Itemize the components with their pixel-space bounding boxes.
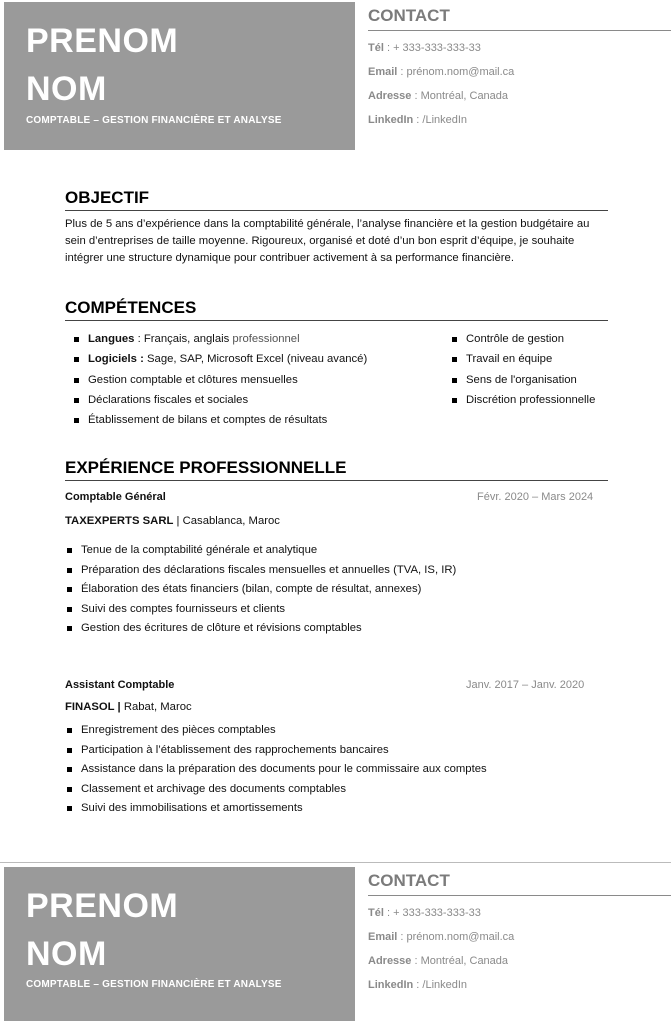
job-company [65,515,600,527]
address-label: Adresse [368,90,412,102]
software-label: Logiciels : [88,353,144,366]
list-item: Élaboration des états financiers (bilan, compte de résultat, annexes) [65,580,600,600]
list-item: Classement et archivage des documents comptables [65,780,600,800]
contact-block [368,6,671,127]
list-item: Suivi des immobilisations et amortissements [65,799,600,819]
first-name: PRENOM [26,887,179,925]
list-item: Tenue de la comptabilité générale et analytique [65,541,600,561]
task-list [65,541,600,639]
job-entry [65,679,600,819]
objective-heading: OBJECTIF [65,188,608,211]
contact-email [368,931,671,944]
list-item: Suivi des comptes fournisseurs et clients [65,600,600,620]
contact-phone [368,907,671,920]
software-value: Sage, SAP, Microsoft Excel (niveau avancé) [143,353,368,366]
phone-label: Tél [368,907,384,919]
list-item: Établissement de bilans et comptes de résultats [65,410,367,430]
contact-linkedin [368,114,671,127]
job-dates: Févr. 2020 – Mars 2024 [477,491,594,503]
email-value: : prénom.nom@mail.ca [397,66,515,78]
languages-label: Langues [88,333,135,345]
task-list [65,721,600,819]
resume-header [0,0,671,150]
last-name: NOM [26,935,107,973]
skills-column-left [65,329,367,430]
phone-label: Tél [368,42,384,54]
resume-header-next-page [0,862,671,1025]
contact-phone [368,42,671,55]
job-title: Comptable Général [65,491,166,503]
contact-address [368,90,671,103]
list-item [65,349,367,369]
skills-column-right [443,329,595,410]
objective-section [65,188,608,267]
list-item: Assistance dans la préparation des documents pour le commissaire aux comptes [65,760,600,780]
job-dates: Janv. 2017 – Janv. 2020 [466,679,585,691]
contact-email [368,66,671,79]
list-item: Contrôle de gestion [443,329,595,349]
name-box [4,2,355,150]
address-value: : Montréal, Canada [411,90,509,102]
job-company [65,701,600,713]
list-item: Déclarations fiscales et sociales [65,390,367,410]
objective-text: Plus de 5 ans d’expérience dans la comptabilité générale, l’analyse financière et la gestion budgétaire au sein d’entreprises de taille moyenne. Rigoureux, organisé et doté d’un bon esprit d’équipe, je souhaite intégrer une structure dynamique pour contribuer activement à sa performance financière. [65,218,590,264]
contact-address [368,955,671,968]
name-box [4,867,355,1021]
contact-block [368,871,671,992]
list-item: Préparation des déclarations fiscales mensuelles et annuelles (TVA, IS, IR) [65,561,600,581]
job-entry [65,491,600,639]
list-item [65,329,367,349]
experience-section [65,458,608,481]
job-subtitle: COMPTABLE – GESTION FINANCIÈRE ET ANALYSE [26,115,282,126]
company-name: FINASOL | [65,701,121,713]
contact-title: CONTACT [368,6,671,31]
languages-value: : Français, anglais [134,333,233,345]
email-label: Email [368,66,398,78]
linkedin-value: : /LinkedIn [413,114,468,126]
contact-title: CONTACT [368,871,671,896]
list-item: Discrétion professionnelle [443,390,595,410]
languages-level: professionnel [232,333,300,345]
first-name: PRENOM [26,22,179,60]
contact-linkedin [368,979,671,992]
linkedin-label: LinkedIn [368,114,414,126]
list-item: Gestion des écritures de clôture et révisions comptables [65,619,600,639]
linkedin-label: LinkedIn [368,979,414,991]
last-name: NOM [26,70,107,108]
job-title: Assistant Comptable [65,679,175,691]
list-item: Enregistrement des pièces comptables [65,721,600,741]
company-location: | Casablanca, Maroc [173,515,280,527]
experience-heading: EXPÉRIENCE PROFESSIONNELLE [65,458,608,481]
email-label: Email [368,931,398,943]
list-item: Participation à l’établissement des rapprochements bancaires [65,741,600,761]
phone-value: : + 333-333-333-33 [383,907,481,919]
company-location: Rabat, Maroc [120,701,192,713]
email-value: : prénom.nom@mail.ca [397,931,515,943]
company-name: TAXEXPERTS SARL [65,515,174,527]
linkedin-value: : /LinkedIn [413,979,468,991]
phone-value: : + 333-333-333-33 [383,42,481,54]
address-label: Adresse [368,955,412,967]
list-item: Travail en équipe [443,349,595,369]
list-item: Sens de l'organisation [443,370,595,390]
skills-section [65,298,608,427]
list-item: Gestion comptable et clôtures mensuelles [65,370,367,390]
address-value: : Montréal, Canada [411,955,509,967]
job-subtitle: COMPTABLE – GESTION FINANCIÈRE ET ANALYSE [26,979,282,990]
skills-heading: COMPÉTENCES [65,298,608,321]
